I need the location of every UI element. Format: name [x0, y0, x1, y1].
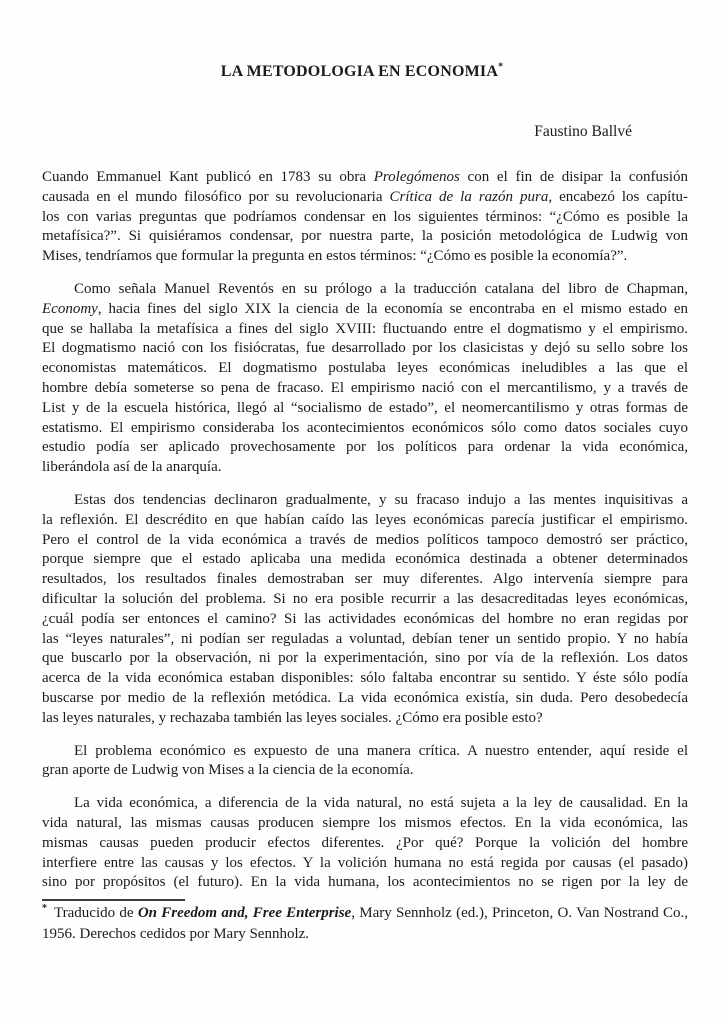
text-segment: , encabezó los capítu-	[548, 188, 688, 205]
page-title	[0, 62, 724, 82]
text-line	[42, 511, 688, 531]
text-segment: mismas causas pueden producir efectos diferentes. ¿Por qué? Porque la volición del hombre	[42, 834, 688, 851]
text-segment: porque siempre que el estado aplicaba una medida económica destinada a obtener determinados	[42, 551, 688, 568]
text-line	[42, 208, 688, 228]
paragraph	[42, 742, 688, 782]
text-line	[42, 379, 688, 399]
footnote	[42, 903, 688, 945]
text-segment: , Mary Sennholz (ed.), Princeton, O. Van Nostrand Co.,	[351, 905, 688, 921]
text-segment: gran aporte de Ludwig von Mises a la ciencia de la economía.	[42, 762, 414, 779]
text-line	[42, 742, 688, 762]
text-segment: con el fin de disipar la confusión	[459, 169, 688, 185]
text-line	[42, 491, 688, 511]
footnote-separator	[42, 899, 185, 901]
text-line	[42, 590, 688, 610]
text-line	[42, 761, 688, 781]
text-segment: economistas matemáticos. El dogmatismo postulaba leyes económicas ineludibles a las que el	[42, 360, 688, 377]
text-line	[42, 924, 688, 945]
text-segment: las leyes naturales, y rechazaba también las leyes sociales. ¿Cómo era posible esto?	[42, 709, 543, 726]
text-segment: los con varias preguntas que podríamos condensar en los siguientes términos: “¿Cómo es posible la	[42, 208, 688, 225]
text-line	[42, 280, 688, 300]
text-line	[42, 188, 688, 208]
text-segment: Traducido de	[54, 905, 138, 921]
text-segment: Como señala Manuel Reventós en su prólogo a la traducción catalana del libro de Chapman,	[74, 280, 688, 297]
text-line	[42, 794, 688, 814]
text-line	[42, 531, 688, 551]
text-line	[42, 834, 688, 854]
text-segment: que buscarlo por la observación, ni por la experimentación, sino por vía de la reflexión. Los datos	[42, 650, 688, 667]
text-line	[42, 550, 688, 570]
text-segment: Crítica de la razón pura	[389, 188, 549, 205]
text-segment: La vida económica, a diferencia de la vida natural, no está sujeta a la ley de causalidad. En la	[74, 795, 688, 812]
paragraph	[42, 794, 688, 893]
text-line	[42, 227, 688, 247]
text-segment: El dogmatismo nació con los fisiócratas, fue desarrollado por los clasicistas y dejó su sello sobre los	[42, 340, 688, 357]
text-segment: 1956. Derechos cedidos por Mary Sennholz.	[42, 926, 310, 942]
text-segment: El problema económico es expuesto de una manera crítica. A nuestro entender, aquí reside el	[74, 742, 688, 759]
text-segment: dificultar la solución del problema. Si no era posible recurrir a las desacreditadas leyes económicas,	[42, 590, 688, 607]
text-segment: metafísica?”. Si quisiéramos condensar, por nuestra parte, la posición metodológica de Ludwig von	[42, 228, 688, 245]
text-segment: estatismo. El empirismo consideraba los acontecimientos económicos sólo como datos sociales cuyo	[42, 419, 688, 436]
text-segment: estudio podía ser aplicado provechosamente por los políticos para ordenar la vida económica,	[42, 439, 688, 456]
text-line	[42, 300, 688, 320]
text-line	[42, 854, 688, 874]
text-segment: Cuando Emmanuel Kant publicó en 1783 su obra	[42, 169, 374, 185]
text-segment: On Freedom and, Free Enterprise	[137, 905, 352, 921]
text-segment: vida natural, las mismas causas producen siempre los mismos efectos. En la vida económica, las	[42, 814, 688, 831]
text-line	[42, 359, 688, 379]
text-segment: List y de la escuela histórica, llegó al “socialismo de estado”, el neomercantilismo y otras formas de	[42, 399, 688, 416]
text-segment: causada en el mundo filosófico por su revolucionaria	[42, 188, 390, 205]
text-line	[42, 339, 688, 359]
text-segment: hombre debía someterse so pena de fracaso. El empirismo nació con el mercantilismo, y a través de	[42, 379, 688, 396]
text-line	[42, 399, 688, 419]
author-name: Faustino Ballvé	[534, 123, 632, 140]
title-footnote-marker-icon: *	[498, 61, 504, 73]
text-segment: resultados, los resultados finales demostraban ser muy diferentes. Algo intervenía siempre para	[42, 571, 688, 588]
text-segment: Mises, tendríamos que formular la pregunta en estos términos: “¿Cómo es posible la economía?”.	[42, 248, 628, 265]
text-segment: ¿cuál podía ser entonces el camino? Si las actividades económicas del hombre no eran regidas por	[42, 610, 688, 627]
text-segment: buscarse por medio de la reflexión metódica. La vida económica existía, sin duda. Pero desobedecía	[42, 689, 688, 706]
text-line	[42, 873, 688, 893]
text-segment: Prolegómenos	[373, 169, 460, 185]
text-line	[42, 570, 688, 590]
paragraph	[42, 491, 688, 729]
document-body	[42, 168, 688, 893]
text-line	[42, 419, 688, 439]
text-segment: las “leyes naturales”, ni podían ser reguladas a voluntad, debían tener un sentido propio. Y no había	[42, 630, 688, 647]
text-segment: Estas dos tendencias declinaron gradualmente, y su fracaso indujo a las mentes inquisitivas a	[74, 491, 688, 508]
paragraph	[42, 168, 688, 267]
text-line	[42, 458, 688, 478]
text-segment: interfiere entre las causas y los efectos. Y la volición humana no está regida por causas (el pasado)	[42, 854, 688, 871]
text-segment: Economy	[42, 300, 98, 317]
text-line	[42, 709, 688, 729]
text-segment: la reflexión. El descrédito en que habían caído las leyes económicas parecía justificar el empirismo.	[42, 511, 688, 528]
text-line	[42, 689, 688, 709]
footnote-marker-icon: *	[42, 903, 47, 914]
text-segment: sino por propósitos (el futuro). En la vida humana, los acontecimientos no se rigen por la ley de	[42, 874, 688, 891]
text-line	[42, 630, 688, 650]
text-segment: que se hallaba la metafísica a fines del siglo XVIII: fluctuando entre el dogmatismo y el empirismo.	[42, 320, 688, 337]
text-segment: , hacia fines del siglo XIX la ciencia de la economía se encontraba en el mismo estado en	[97, 300, 688, 317]
text-line	[42, 168, 688, 188]
page-title-text: LA METODOLOGIA EN ECONOMIA	[220, 63, 499, 80]
text-segment: Pero el control de la vida económica a través de medios políticos tampoco demostró ser práctico,	[42, 531, 688, 548]
text-line	[42, 669, 688, 689]
text-line	[42, 814, 688, 834]
text-line	[42, 320, 688, 340]
text-line	[42, 247, 688, 267]
text-segment: liberándola así de la anarquía.	[42, 459, 222, 476]
text-segment: acerca de la vida económica estaban disponibles: sólo faltaba encontrar su sentido. Y éste sólo podía	[42, 670, 688, 687]
text-line	[42, 438, 688, 458]
text-line	[42, 610, 688, 630]
text-line	[42, 649, 688, 669]
paragraph	[42, 280, 688, 478]
text-line	[42, 903, 688, 924]
